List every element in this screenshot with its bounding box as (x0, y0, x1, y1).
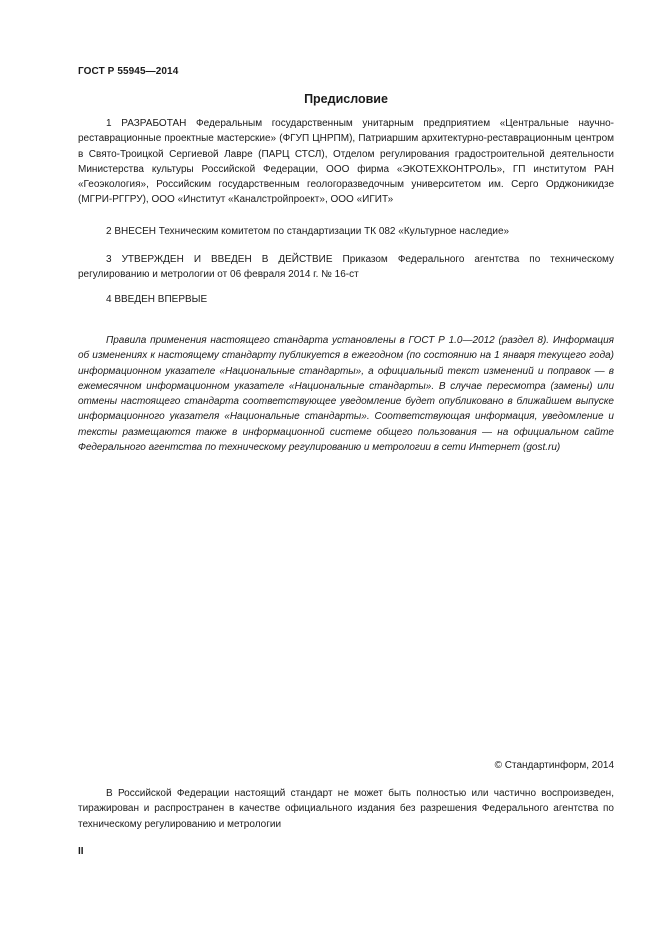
document-number: ГОСТ Р 55945—2014 (78, 66, 179, 77)
item-developed-by: 1 РАЗРАБОТАН Федеральным государственным унитарным предприятием «Центральные научно-реставрационные проектные мастерские» (ФГУП ЦНРПМ), Патриаршим архитектурно-реставрационным центром в Свято-Троицкой Сергиевой Лавре (ПАРЦ СТСЛ), Отделом регулирования градостроительной деятельности Министерства культуры Российской Федерации, ООО фирма «ЭКОТЕХКОНТРОЛЬ», ГП институтом РАН «Геоэкология», Российским государственным геологоразведочным университетом им. Серго Орджоникидзе (МГРИ-РГГРУ), ООО «Институт «Каналстройпроект», ООО «ИГИТ» (78, 118, 614, 206)
copyright-notice: © Стандартинформ, 2014 (494, 760, 614, 771)
reproduction-restriction: В Российской Федерации настоящий стандарт не может быть полностью или частично воспроизведен, тиражирован и распространен в качестве официального издания без разрешения Федерального агентства по техническому регулированию и метрологии (78, 788, 614, 830)
item-introduced-by: 2 ВНЕСЕН Техническим комитетом по стандартизации ТК 082 «Культурное наследие» (106, 226, 510, 237)
page-number: II (78, 846, 84, 857)
section-title: Предисловие (304, 92, 388, 106)
item-approved: 3 УТВЕРЖДЕН И ВВЕДЕН В ДЕЙСТВИЕ Приказом Федерального агентства по техническому регулированию и метрологии от 06 февраля 2014 г. № 16-ст (78, 254, 614, 281)
application-rules-note: Правила применения настоящего стандарта установлены в ГОСТ Р 1.0—2012 (раздел 8). Информация об изменениях к настоящему стандарту публикуется в ежегодном (по состоянию на 1 января текущего года) информационном указателе «Национальные стандарты», а официальный текст изменений и поправок — в ежемесячном информационном указателе «Национальные стандарты». В случае пересмотра (замены) или отмены настоящего стандарта соответствующее уведомление будет опубликовано в ближайшем выпуске информационного указателя «Национальные стандарты». Соответствующая информация, уведомление и тексты размещаются также в информационной системе общего пользования — на официальном сайте Федерального агентства по техническому регулированию и метрологии в сети Интернет (gost.ru) (78, 335, 614, 454)
item-first-introduced: 4 ВВЕДЕН ВПЕРВЫЕ (106, 294, 208, 305)
